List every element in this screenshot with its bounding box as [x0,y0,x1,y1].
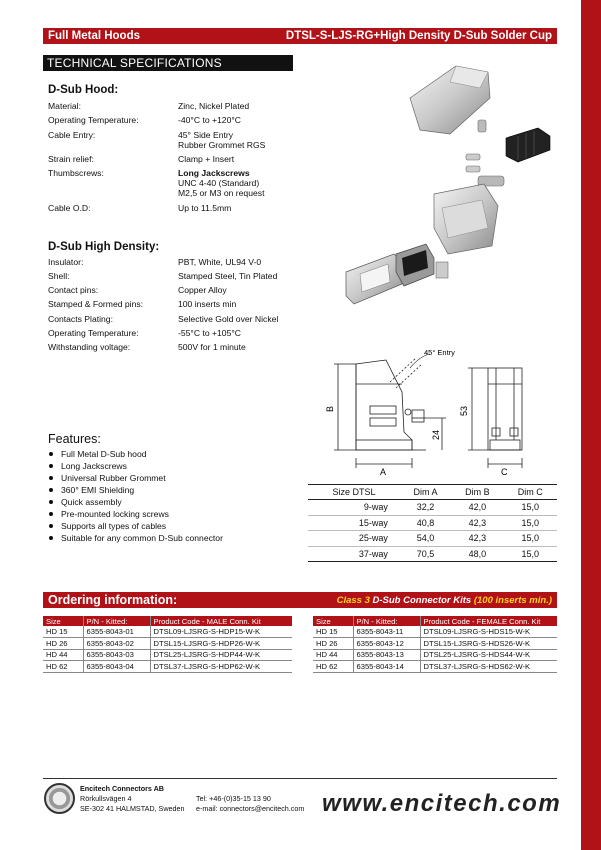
spec-key: Strain relief: [48,154,94,164]
table-cell: DTSL09-LJSRG-S-HDS15-W-K [420,626,557,638]
section-heading: TECHNICAL SPECIFICATIONS [43,55,293,71]
table-cell: 9-way [308,500,400,516]
table-cell: 32,2 [400,500,451,516]
table-row [313,649,557,661]
table-row [43,649,292,661]
table-header: Product Code - MALE Conn. Kit [150,616,292,626]
table-cell: 15,0 [504,515,557,531]
table-cell: DTSL09-LJSRG-S-HDP15-W-K [150,626,292,638]
feature-item: Quick assembly [48,496,223,508]
table-cell: DTSL15-LJSRG-S-HDP26-W-K [150,638,292,650]
table-cell: 25-way [308,531,400,547]
spec-value: 45° Side Entry [178,130,234,140]
product-name: DTSL-S-LJS-RG+High Density D-Sub Solder Cup [285,30,552,42]
table-cell: 6355-8043-12 [353,638,420,650]
feature-item: Suitable for any common D-Sub connector [48,532,223,544]
table-cell: HD 26 [313,638,353,650]
spec-value: Selective Gold over Nickel [178,314,279,324]
features-list [48,448,223,544]
table-cell: 6355-8043-13 [353,649,420,661]
table-cell: HD 62 [43,661,83,673]
table-row [313,638,557,650]
spec-key: Insulator: [48,257,84,267]
dim-53-label: 53 [459,405,469,416]
table-header: P/N - Kitted: [353,616,420,626]
table-cell: 6355-8043-01 [83,626,150,638]
spec-value: Stamped Steel, Tin Plated [178,271,278,281]
table-row [308,546,557,562]
website-link[interactable]: www.encitech.com [322,790,562,817]
spec-key: Contacts Plating: [48,314,113,324]
table-cell: HD 44 [43,649,83,661]
spec-value: Rubber Grommet RGS [178,140,266,150]
company-logo-icon [44,783,75,814]
spec-key: Withstanding voltage: [48,342,131,352]
table-cell: 42,0 [451,500,503,516]
spec-key: Stamped & Formed pins: [48,299,144,309]
spec-value: Up to 11.5mm [178,203,232,213]
features-title: Features: [48,432,101,446]
table-cell: HD 26 [43,638,83,650]
table-row [43,626,292,638]
table-cell: 6355-8043-14 [353,661,420,673]
table-cell: 6355-8043-04 [83,661,150,673]
feature-item: 360° EMI Shielding [48,484,223,496]
table-header: P/N - Kitted: [83,616,150,626]
street-address: Rörkullsvägen 4 [80,794,132,803]
male-kits-table [43,616,292,673]
spec-value: 100 inserts min [178,299,237,309]
email-address: e-mail: connectors@encitech.com [196,804,305,813]
table-cell: 37-way [308,546,400,562]
female-kits-table [313,616,557,673]
feature-item: Full Metal D-Sub hood [48,448,223,460]
footer-address [80,784,185,814]
footer-divider [43,778,557,779]
table-header-row [43,616,292,626]
city-address: SE-302 41 HALMSTAD, Sweden [80,804,185,813]
table-cell: 42,3 [451,531,503,547]
spec-value: UNC 4-40 (Standard) [178,178,260,188]
product-family: Full Metal Hoods [48,30,140,42]
spec-key: Operating Temperature: [48,328,139,338]
table-row [308,515,557,531]
table-cell: 15,0 [504,500,557,516]
red-side-strip [581,0,601,850]
ordering-subtitle [337,595,552,606]
dim-24-label: 24 [431,429,441,440]
table-header: Size [313,616,353,626]
table-header: Size [43,616,83,626]
table-cell: 15,0 [504,546,557,562]
spec-value: M2,5 or M3 on request [178,188,265,198]
table-header: Size DTSL [308,485,400,500]
table-cell: 6355-8043-02 [83,638,150,650]
table-cell: 6355-8043-03 [83,649,150,661]
footer-contact [196,794,304,814]
table-row [43,661,292,673]
spec-value: -40°C to +120°C [178,115,242,125]
table-cell: 54,0 [400,531,451,547]
table-cell: 70,5 [400,546,451,562]
dimension-drawing [316,344,560,478]
class-label: Class 3 [336,594,370,606]
table-cell: 48,0 [451,546,503,562]
table-cell: HD 62 [313,661,353,673]
table-cell: 6355-8043-11 [353,626,420,638]
spec-key: Operating Temperature: [48,115,139,125]
dim-a-label: A [380,467,387,477]
inserts-label: (100 inserts min.) [473,594,552,606]
spec-value: Long Jackscrews [178,168,250,178]
hood-title: D-Sub Hood: [48,84,119,96]
table-header: Dim A [400,485,451,500]
table-cell: DTSL37-LJSRG-S-HDS62-W-K [420,661,557,673]
table-header: Product Code - FEMALE Conn. Kit [420,616,557,626]
dim-b-label: B [325,405,335,412]
ordering-title: Ordering information: [48,593,178,607]
spec-value: Zinc, Nickel Plated [178,101,250,111]
feature-item: Supports all types of cables [48,520,223,532]
entry-label: 45° Entry [424,348,455,357]
table-row [43,638,292,650]
table-cell: HD 15 [313,626,353,638]
product-illustration [338,58,560,320]
table-cell: 40,8 [400,515,451,531]
spec-value: Clamp + Insert [178,154,235,164]
title-bar [43,28,557,44]
spec-key: Cable Entry: [48,130,96,140]
table-header-row [313,616,557,626]
spec-value: -55°C to +105°C [178,328,242,338]
spec-key: Shell: [48,271,70,281]
table-cell: 42,3 [451,515,503,531]
table-row [308,531,557,547]
spec-key: Material: [48,101,81,111]
ordering-bar [43,592,557,608]
table-cell: HD 15 [43,626,83,638]
table-row [308,500,557,516]
table-header-row [308,485,557,500]
spec-value-group [178,168,348,178]
feature-item: Pre-mounted locking screws [48,508,223,520]
phone-number: Tel: +46-(0)35-15 13 90 [196,794,271,803]
table-cell: DTSL25-LJSRG-S-HDP44-W-K [150,649,292,661]
table-cell: HD 44 [313,649,353,661]
spec-key: Thumbscrews: [48,168,104,178]
dimensions-table [308,484,557,562]
hd-title: D-Sub High Density: [48,241,160,253]
table-row [313,661,557,673]
spec-value: Copper Alloy [178,285,227,295]
table-cell: DTSL15-LJSRG-S-HDS26-W-K [420,638,557,650]
table-row [313,626,557,638]
spec-value: PBT, White, UL94 V-0 [178,257,262,267]
dim-c-label: C [501,467,508,477]
spec-key: Cable O.D: [48,203,91,213]
table-cell: DTSL25-LJSRG-S-HDS44-W-K [420,649,557,661]
feature-item: Long Jackscrews [48,460,223,472]
spec-value: 500V for 1 minute [178,342,246,352]
table-header: Dim C [504,485,557,500]
company-name: Encitech Connectors AB [80,784,164,793]
table-cell: 15,0 [504,531,557,547]
table-header: Dim B [451,485,503,500]
table-cell: DTSL37-LJSRG-S-HDP62-W-K [150,661,292,673]
spec-key: Contact pins: [48,285,99,295]
feature-item: Universal Rubber Grommet [48,472,223,484]
kit-label: D-Sub Connector Kits [369,594,474,606]
table-cell: 15-way [308,515,400,531]
